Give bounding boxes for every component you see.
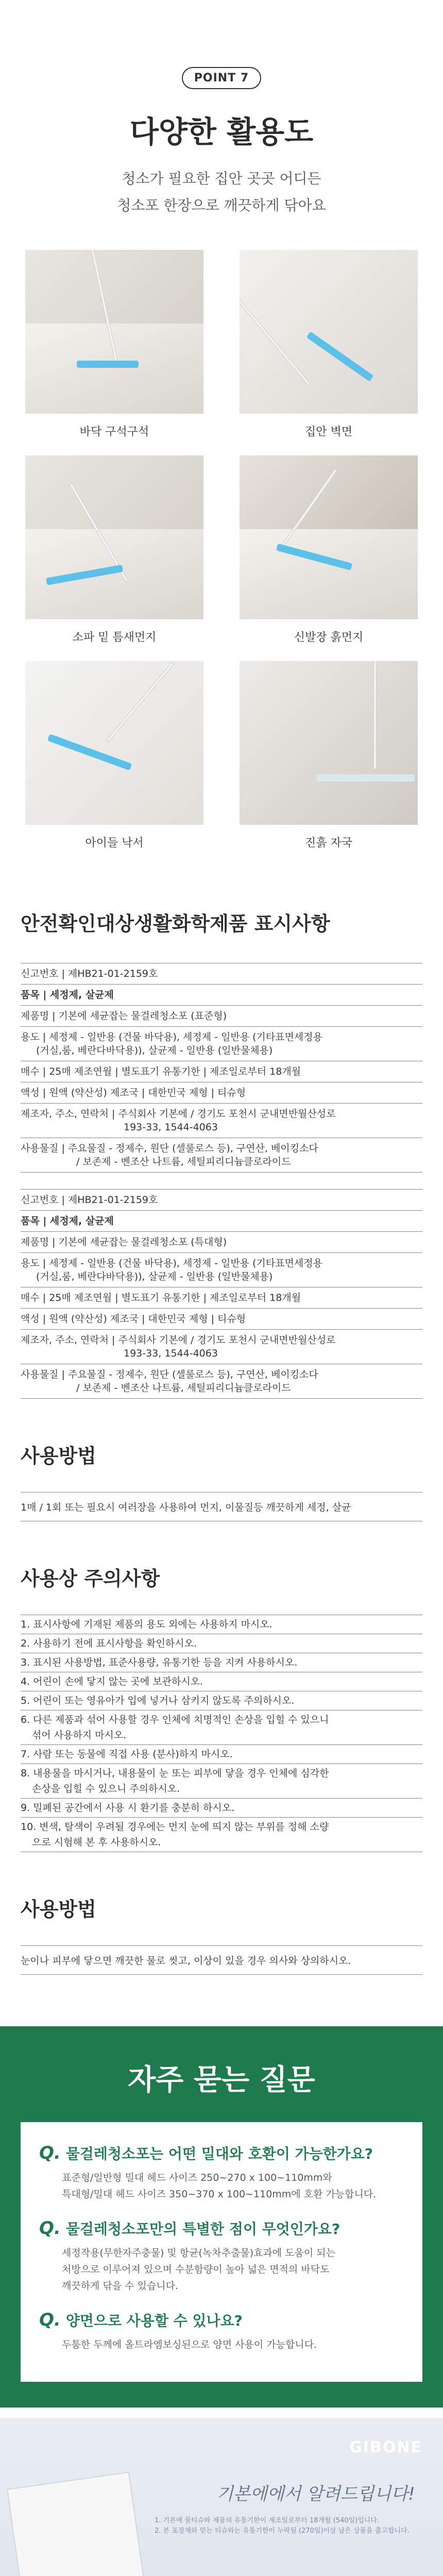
package-image [7, 2472, 148, 2576]
ingredients-info [21, 1138, 422, 1173]
gallery-item [25, 661, 203, 850]
caution-text: 2. 사용하기 전에 표시사항을 확인하시오. [21, 1638, 197, 1649]
gallery-item [240, 455, 418, 645]
usage-title: 사용방법 [21, 1445, 96, 1467]
faq-answer-line: 세정작용(무한자주충물) 및 항균(녹차추출물)효과에 도움이 되는 [62, 2247, 336, 2259]
notice-line: 2. 본 포장재와 믿는 티슈와는 유통기한이 누락될 (270일)이상 남은 상품을 출고합니다. [155, 2527, 410, 2535]
gallery-photo [240, 455, 418, 619]
caution-item [21, 1744, 422, 1764]
faq-answer-line: 깨끗하게 닦을 수 있습니다. [62, 2280, 179, 2292]
usage-text-2: 눈이나 피부에 닿으면 깨끗한 물로 씻고, 이상이 있을 경우 의사와 상의하시오. [21, 1945, 422, 1975]
product-name: 제품명 | 기본에 세균잡는 물걸레청소포 (표준형) [21, 1005, 422, 1026]
gallery-caption: 바닥 구석구석 [79, 426, 149, 438]
liquid-info: 액성 | 원액 (약산성) 제조국 | 대한민국 제형 | 티슈형 [21, 1308, 422, 1329]
product-name: 제품명 | 기본에 세균잡는 물걸레청소포 (특대형) [21, 1231, 422, 1252]
gallery-caption: 진흙 자국 [304, 837, 352, 850]
faq-answer [39, 2245, 404, 2294]
faq-box [21, 2122, 422, 2382]
caution-item [21, 1691, 422, 1710]
caution-item [21, 1634, 422, 1653]
usage-title-2: 사용방법 [21, 1898, 96, 1921]
faq-title: 자주 묻는 질문 [128, 2063, 315, 2097]
product-use-line: 용도 | 세정제 - 일반용 (건물 바닥용), 세정제 - 일반용 (기타표면세정용 [21, 1258, 322, 1269]
maker-info [21, 1329, 422, 1364]
gallery-caption: 소파 밑 틈새먼지 [72, 631, 157, 644]
gallery-photo [240, 250, 418, 414]
caution-item [21, 1710, 422, 1744]
faq-question [39, 2218, 404, 2239]
product-use-line-2: (거실,룸, 베란다바닥용)), 살균제 - 일반용 (일반물체용) [36, 1271, 273, 1282]
ingredients-line: 사용물질 | 주요물질 - 정제수, 원단 (셀룰로스 등), 구연산, 베이킹소다 [21, 1369, 318, 1380]
caution-text: 8. 내용물을 마시거나, 내용물이 눈 또는 피부에 닿을 경우 인체에 심각한 [21, 1768, 329, 1779]
gallery-caption: 집안 벽면 [304, 426, 352, 438]
question-icon: Q. [39, 2143, 61, 2163]
caution-item [21, 1764, 422, 1798]
gallery-photo [240, 661, 418, 825]
caution-text: 5. 어린이 또는 영유아가 입에 넣거나 삼키지 않도록 주의하시오. [21, 1695, 295, 1706]
footer-banner [0, 2418, 443, 2576]
caution-text-cont: 손상을 입힐 수 있으니 주의하시오. [32, 1783, 180, 1794]
report-number: 신고번호 | 제HB21-01-2159호 [21, 963, 422, 984]
caution-item [21, 1817, 422, 1852]
question-icon: Q. [39, 2218, 61, 2239]
caution-text: 6. 다른 제품과 섞어 사용할 경우 인체에 치명적인 손상을 입힐 수 있으니 [21, 1714, 329, 1725]
caution-text: 4. 어린이 손에 닿지 않는 곳에 보관하시오. [21, 1676, 203, 1687]
item-type: 품목 | 세정제, 살균제 [21, 1210, 422, 1231]
product-use-line: 용도 | 세정제 - 일반용 (건물 바닥용), 세정제 - 일반용 (기타표면세정용 [21, 1031, 322, 1043]
product-use-line-2: (거실,룸, 베란다바닥용)), 살균제 - 일반용 (일반물체용) [36, 1045, 273, 1056]
caution-item [21, 1672, 422, 1691]
hero-section [0, 0, 443, 219]
gallery-item [25, 250, 203, 439]
faq-answer-line: 두툼한 두께에 올트라엠보싱된으로 양면 사용이 가능합니다. [62, 2339, 317, 2350]
caution-text: 1. 표시사항에 기재된 제품의 용도 외에는 사용하지 마시오. [21, 1619, 272, 1630]
caution-item [21, 1615, 422, 1634]
report-number: 신고번호 | 제HB21-01-2159호 [21, 1189, 422, 1210]
brand-logo: GIBONE [349, 2438, 422, 2456]
gallery-caption: 신발장 흙먼지 [294, 631, 364, 644]
faq-question [39, 2143, 404, 2163]
page-title: 다양한 활용도 [129, 114, 314, 149]
faq-answer-line: 특대형/밀대 헤드 사이즈 350~370 x 100~110mm에 호환 가능합니다. [62, 2189, 377, 2200]
product-use [21, 1252, 422, 1287]
faq-question-text: 양면으로 사용할 수 있나요? [65, 2312, 243, 2329]
gallery-item [25, 455, 203, 645]
maker-line: 제조자, 주소, 연락처 | 주식회사 기본에 / 경기도 포천시 군내면반월산성로 [21, 1334, 336, 1346]
point-badge: POINT 7 [182, 67, 261, 89]
caution-text: 9. 밀폐된 공간에서 사용 시 환기를 충분히 하시오. [21, 1802, 235, 1814]
gallery-item [240, 250, 418, 439]
maker-line-2: 193-33, 1544-4063 [124, 1348, 218, 1359]
caution-title: 사용상 주의사항 [21, 1567, 160, 1590]
faq-answer [39, 2336, 404, 2353]
caution-item [21, 1798, 422, 1817]
gallery-item [240, 661, 418, 850]
notice-text [155, 2516, 422, 2536]
faq-answer-line: 표준형/일반형 밀대 헤드 사이즈 250~270 x 100~110mm와 [62, 2172, 332, 2183]
caution-text: 7. 사람 또는 동물에 직접 사용 (분사)하지 마시오. [21, 1749, 233, 1760]
hero-subtitle-line-2: 청소포 한장으로 깨끗하게 닦아요 [117, 197, 326, 214]
liquid-info: 액성 | 원액 (약산성) 제조국 | 대한민국 제형 | 티슈형 [21, 1082, 422, 1103]
hero-subtitle-line-1: 청소가 필요한 집안 곳곳 어디든 [122, 170, 321, 187]
notice-handwriting: 기본에에서 알려드립니다! [216, 2484, 415, 2504]
gallery-photo [25, 661, 203, 825]
ingredients-line-2: / 보존제 - 벤조산 나트륨, 세틸피리디늄클로라이드 [76, 1382, 291, 1394]
faq-question [39, 2310, 404, 2330]
usage-gallery [0, 250, 443, 867]
quantity-info: 매수 | 25매 제조연월 | 별도표기 유통기한 | 제조일로부터 18개월 [21, 1061, 422, 1082]
quantity-info: 매수 | 25매 제조연월 | 별도표기 유통기한 | 제조일로부터 18개월 [21, 1287, 422, 1308]
maker-line: 제조자, 주소, 연락처 | 주식회사 기본에 / 경기도 포천시 군내면반월산성로 [21, 1108, 336, 1120]
faq-section [0, 2026, 443, 2408]
ingredients-info [21, 1364, 422, 1399]
gallery-caption: 아이들 낙서 [85, 837, 144, 850]
safety-info-block [21, 1189, 422, 1399]
usage-text: 1매 / 1회 또는 필요시 여러장을 사용하여 먼지, 이물질등 깨끗하게 세정, 살균 [21, 1492, 422, 1521]
gallery-photo [25, 250, 203, 414]
ingredients-line: 사용물질 | 주요물질 - 정제수, 원단 (셀룰로스 등), 구연산, 베이킹소다 [21, 1143, 318, 1154]
caution-text: 3. 표시된 사용방법, 표준사용량, 유통기한 등을 지켜 사용하시오. [21, 1657, 298, 1668]
maker-line-2: 193-33, 1544-4063 [124, 1122, 218, 1133]
question-icon: Q. [39, 2310, 61, 2330]
faq-question-text: 물걸레청소포만의 특별한 점이 무엇인가요? [65, 2221, 340, 2238]
product-use [21, 1026, 422, 1061]
faq-answer [39, 2170, 404, 2202]
caution-text: 10. 변색, 탈색이 우려될 경우에는 먼지 눈에 띄지 않는 부위를 정해 소량 [21, 1821, 329, 1833]
item-type: 품목 | 세정제, 살균제 [21, 984, 422, 1005]
caution-item [21, 1653, 422, 1672]
maker-info [21, 1103, 422, 1138]
faq-question-text: 물걸레청소포는 어떤 밀대와 호환이 가능한가요? [65, 2145, 373, 2162]
faq-answer-line: 처방으로 이루어져 있으며 수분함량이 높아 넓은 면적의 바닥도 [62, 2264, 330, 2275]
ingredients-line-2: / 보존제 - 벤조산 나트륨, 세틸피리디늄클로라이드 [76, 1156, 291, 1167]
caution-list [21, 1615, 422, 1852]
caution-text-cont: 으로 시험해 본 후 사용하시오. [32, 1837, 161, 1848]
safety-info-block [21, 963, 422, 1173]
safety-section [0, 908, 443, 1975]
safety-title: 안전확인대상생활화학제품 표시사항 [21, 912, 330, 935]
notice-line: 1. 기본에 물티슈와 제품의 유통기한이 제조일로부터 18개월 (540일)입니다. [155, 2517, 380, 2524]
gallery-photo [25, 455, 203, 619]
hero-subtitle [0, 165, 443, 219]
caution-text-cont: 섞어 사용하지 마시오. [32, 1730, 127, 1741]
